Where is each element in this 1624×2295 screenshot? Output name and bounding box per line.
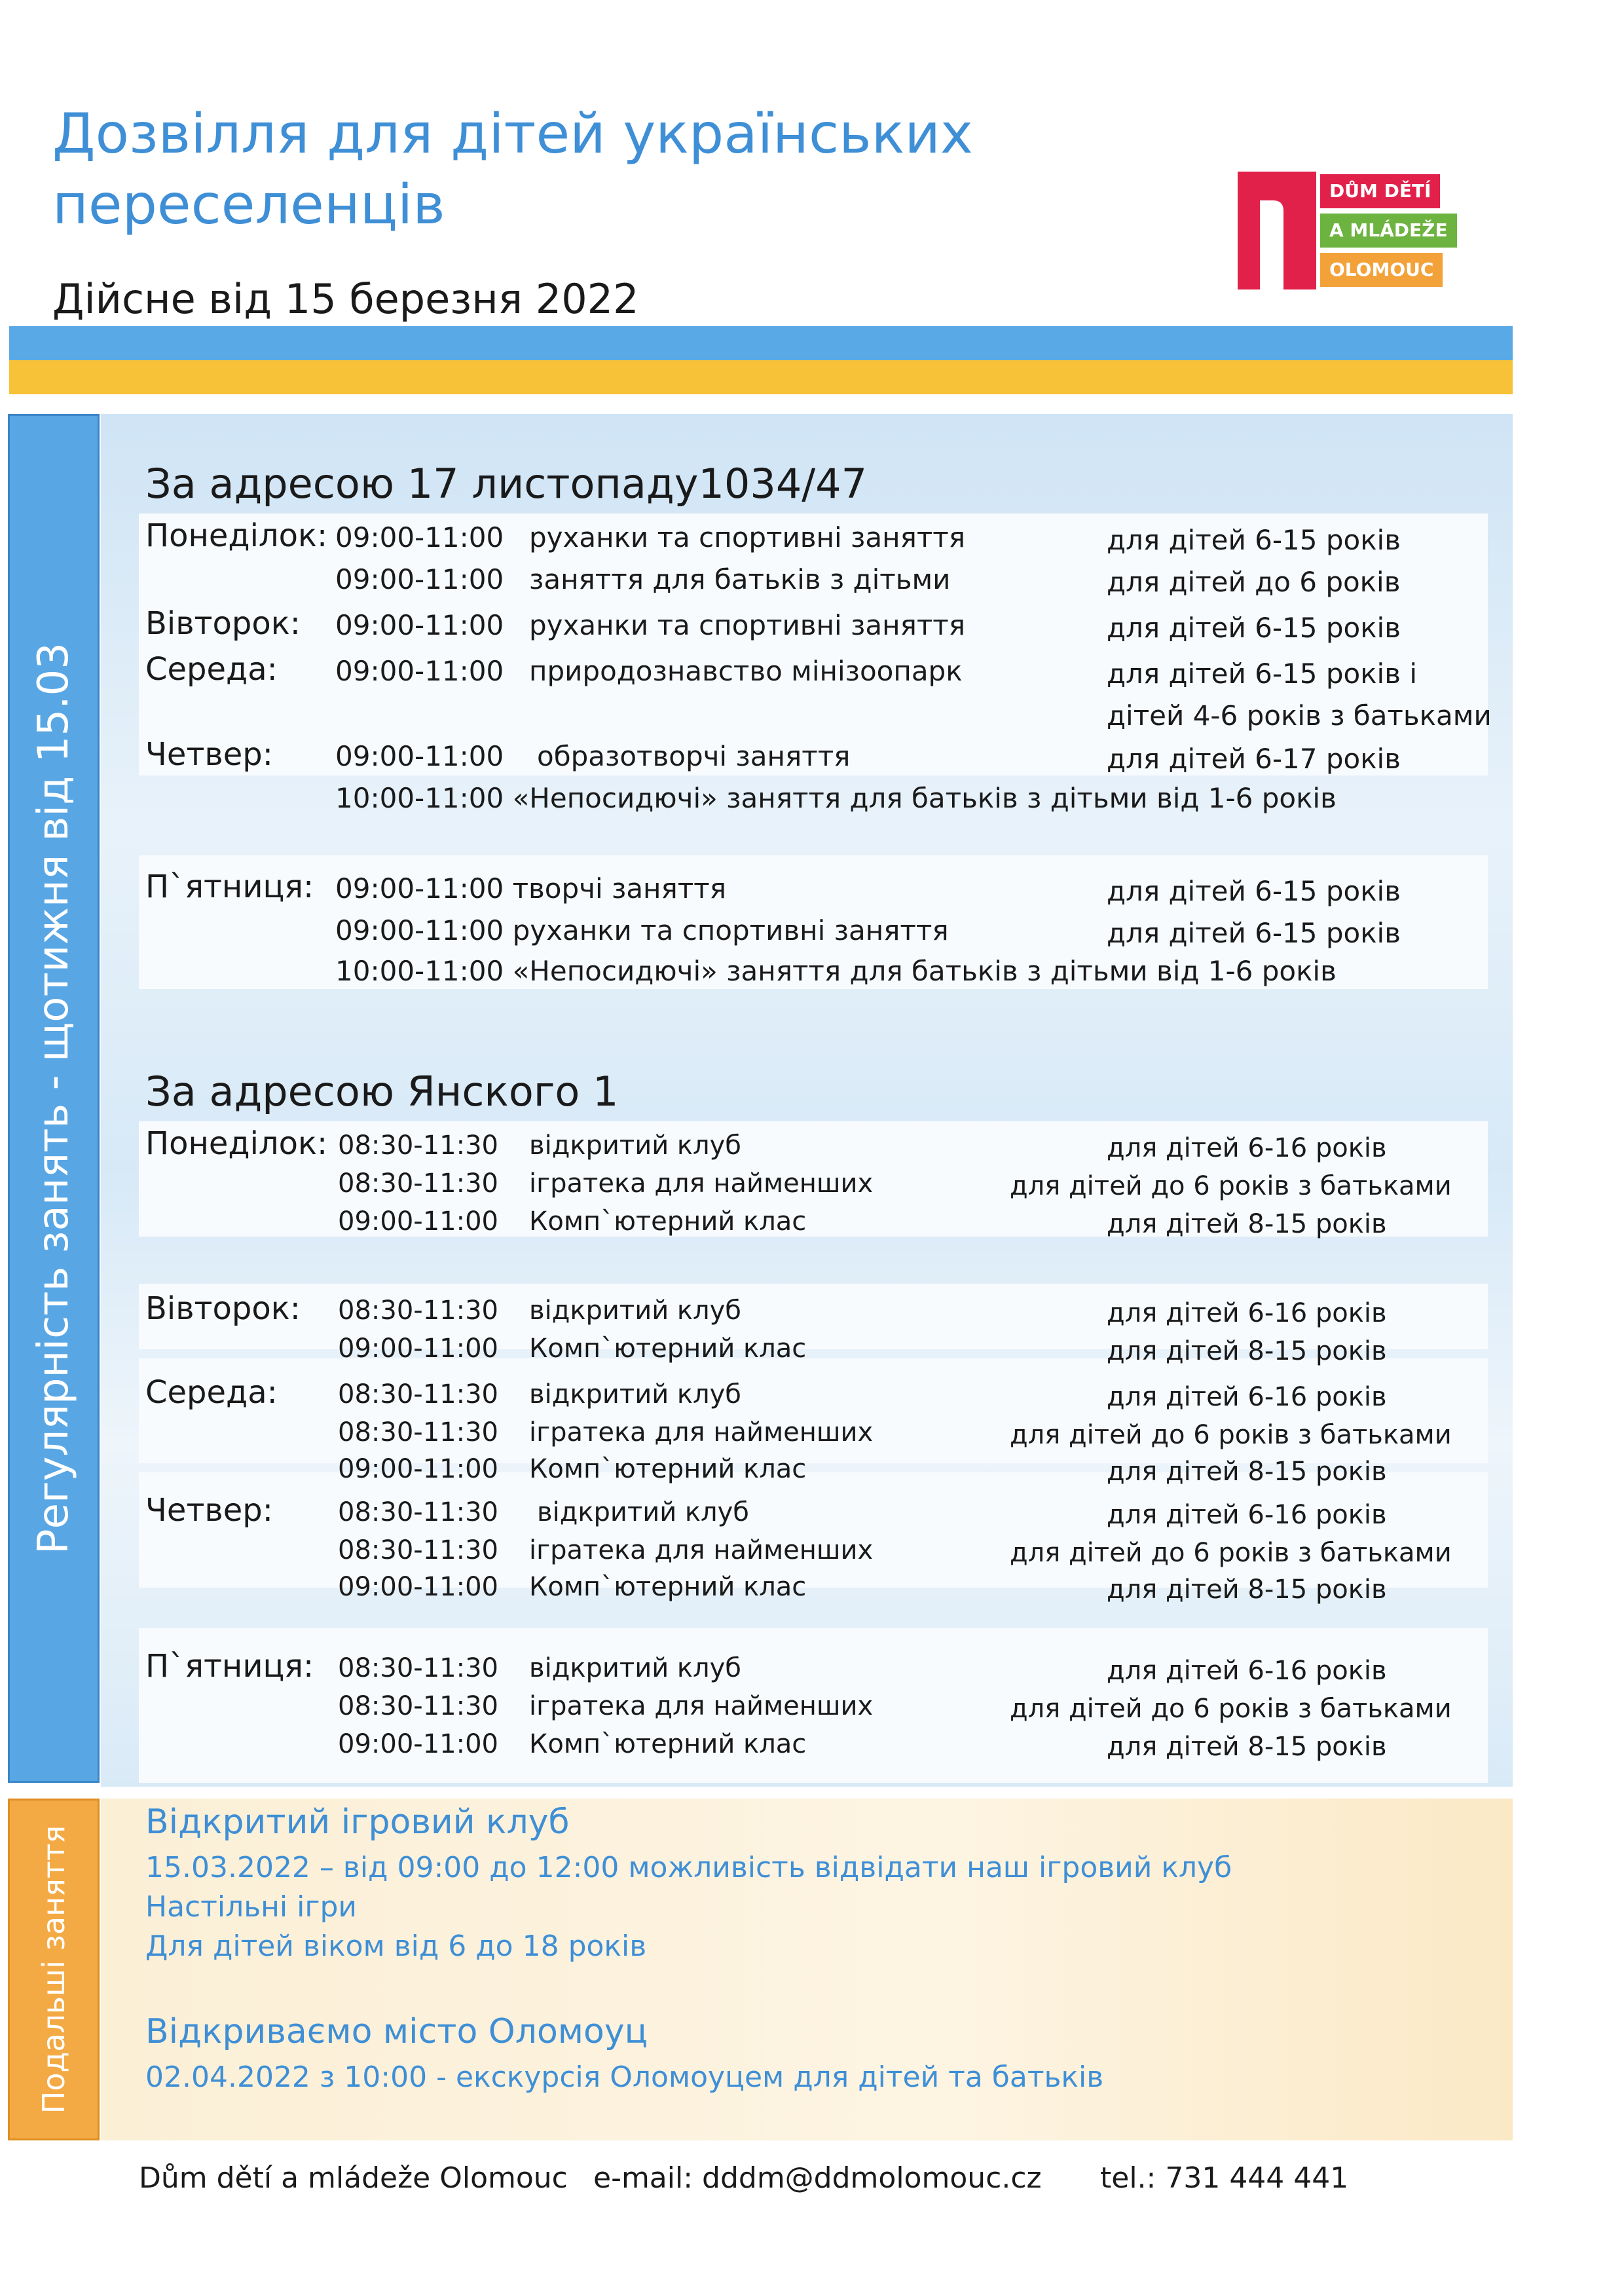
page-title	[52, 98, 1166, 240]
event1-title: Відкритий ігровий клуб	[145, 1802, 570, 1842]
a2-fri-r2-activity: ігратека для найменших	[529, 1691, 874, 1721]
footer-phone[interactable]: tel.: 731 444 441	[1100, 2161, 1349, 2195]
a1-fri-day: П`ятниця:	[145, 868, 314, 905]
a2-tue-r2-activity: Комп`ютерний клас	[529, 1334, 807, 1364]
a1-mon-r2-activity: заняття для батьків з дітьми	[529, 563, 951, 595]
a1-thu-day: Четвер:	[145, 736, 273, 773]
address1-title: За адресою 17 листопаду1034/47	[145, 460, 868, 508]
a2-tue-r2-age: для дітей 8-15 років	[1107, 1336, 1387, 1366]
a2-wed-r3-time: 09:00-11:00	[338, 1454, 498, 1484]
a2-thu-r3-time: 09:00-11:00	[338, 1572, 498, 1602]
a2-tue-r2-time: 09:00-11:00	[338, 1334, 498, 1364]
a1-fri-r2-age: для дітей 6-15 років	[1107, 917, 1401, 949]
a1-wed-r1-age2: дітей 4-6 років з батьками	[1107, 700, 1492, 732]
a2-thu-r2-time: 08:30-11:30	[338, 1535, 498, 1565]
logo	[1238, 172, 1448, 289]
a2-mon-day: Понеділок:	[145, 1125, 328, 1162]
event1-line1: 15.03.2022 – від 09:00 до 12:00 можливість відвідати наш ігровий клуб	[145, 1851, 1232, 1884]
a2-wed-r1-age: для дітей 6-16 років	[1107, 1382, 1387, 1412]
band-6	[139, 1472, 1488, 1588]
a2-wed-day: Середа:	[145, 1374, 278, 1411]
a1-tue-r1-age: для дітей 6-15 років	[1107, 612, 1401, 644]
a1-thu-r1-activity: образотворчі заняття	[537, 740, 851, 772]
a2-mon-r2-time: 08:30-11:30	[338, 1168, 498, 1199]
a1-wed-r1-activity: природознавство мінізоопарк	[529, 655, 963, 687]
logo-line-2: A MLÁDEŽE	[1320, 214, 1457, 248]
a2-wed-r2-activity: ігратека для найменших	[529, 1417, 874, 1447]
a2-wed-r1-activity: відкритий клуб	[529, 1379, 741, 1409]
a2-thu-r1-age: для дітей 6-16 років	[1107, 1500, 1387, 1530]
a2-fri-r1-time: 08:30-11:30	[338, 1653, 498, 1683]
valid-from: Дійсне від 15 березня 2022	[52, 275, 639, 323]
a2-tue-r1-activity: відкритий клуб	[529, 1296, 741, 1326]
a2-mon-r1-activity: відкритий клуб	[529, 1130, 741, 1161]
a1-fri-r3-line: 10:00-11:00 «Непосидючі» заняття для батьків з дітьми від 1-6 років	[335, 955, 1337, 987]
a2-mon-r3-time: 09:00-11:00	[338, 1206, 498, 1237]
title-line-2: переселенців	[52, 172, 445, 236]
a2-fri-r3-age: для дітей 8-15 років	[1107, 1732, 1387, 1762]
a2-thu-day: Четвер:	[145, 1492, 273, 1529]
a2-wed-r1-time: 08:30-11:30	[338, 1379, 498, 1409]
a1-wed-r1-time: 09:00-11:00	[335, 655, 504, 687]
address2-title: За адресою Янского 1	[145, 1068, 619, 1115]
footer-org: Dům dětí a mládeže Olomouc	[139, 2161, 568, 2195]
a1-thu-r2-line: 10:00-11:00 «Непосидючі» заняття для батьків з дітьми від 1-6 років	[335, 782, 1337, 814]
a1-mon-r1-activity: руханки та спортивні заняття	[529, 521, 966, 553]
logo-line-1: DŮM DĚTÍ	[1320, 174, 1440, 208]
a2-tue-r1-time: 08:30-11:30	[338, 1296, 498, 1326]
a2-fri-r1-age: для дітей 6-16 років	[1107, 1656, 1387, 1686]
sidebar-further-label: Подальші заняття	[36, 1825, 71, 2114]
event1-line2: Настільні ігри	[145, 1890, 357, 1924]
a2-mon-r1-age: для дітей 6-16 років	[1107, 1133, 1387, 1163]
a1-mon-r2-age: для дітей до 6 років	[1107, 566, 1401, 598]
a1-wed-r1-age: для дітей 6-15 років і	[1107, 658, 1417, 690]
a2-fri-r3-activity: Комп`ютерний клас	[529, 1729, 807, 1759]
a1-mon-r1-time: 09:00-11:00	[335, 521, 504, 553]
a1-mon-r2-time: 09:00-11:00	[335, 563, 504, 595]
footer-email[interactable]: e-mail: dddm@ddmolomouc.cz	[593, 2161, 1042, 2195]
a2-tue-r1-age: для дітей 6-16 років	[1107, 1298, 1387, 1328]
event2-title: Відкриваємо місто Оломоуц	[145, 2012, 648, 2051]
sidebar-regular-label: Регулярність занять - щотижня від 15.03	[29, 643, 78, 1554]
a2-thu-r1-time: 08:30-11:30	[338, 1497, 498, 1527]
a2-mon-r2-activity: ігратека для найменших	[529, 1168, 874, 1199]
a2-fri-r1-activity: відкритий клуб	[529, 1653, 741, 1683]
title-line-1: Дозвілля для дітей українських	[52, 102, 973, 166]
sidebar-regular	[8, 414, 100, 1783]
a1-tue-r1-activity: руханки та спортивні заняття	[529, 609, 966, 641]
event2-line1: 02.04.2022 з 10:00 - екскурсія Оломоуцем для дітей та батьків	[145, 2061, 1104, 2094]
a2-wed-r2-age: для дітей до 6 років з батьками	[1010, 1420, 1452, 1450]
a1-thu-r1-time: 09:00-11:00	[335, 740, 504, 772]
a2-mon-r3-age: для дітей 8-15 років	[1107, 1209, 1387, 1239]
a2-fri-r2-time: 08:30-11:30	[338, 1691, 498, 1721]
a2-fri-r2-age: для дітей до 6 років з батьками	[1010, 1694, 1452, 1724]
a2-mon-r3-activity: Комп`ютерний клас	[529, 1206, 807, 1237]
a2-wed-r3-activity: Комп`ютерний клас	[529, 1454, 807, 1484]
a1-fri-r1-age: для дітей 6-15 років	[1107, 875, 1401, 907]
event1-line3: Для дітей віком від 6 до 18 років	[145, 1930, 647, 1963]
a2-thu-r3-age: для дітей 8-15 років	[1107, 1575, 1387, 1605]
a2-wed-r2-time: 08:30-11:30	[338, 1417, 498, 1447]
a2-mon-r1-time: 08:30-11:30	[338, 1130, 498, 1161]
a2-thu-r2-age: для дітей до 6 років з батьками	[1010, 1538, 1452, 1568]
a1-fri-r2-text: 09:00-11:00 руханки та спортивні заняття	[335, 914, 949, 946]
a2-fri-r3-time: 09:00-11:00	[338, 1729, 498, 1759]
a1-wed-day: Середа:	[145, 651, 278, 688]
a1-thu-r1-age: для дітей 6-17 років	[1107, 743, 1401, 775]
logo-mark-icon	[1238, 172, 1316, 289]
a2-thu-r3-activity: Комп`ютерний клас	[529, 1572, 807, 1602]
a1-tue-r1-time: 09:00-11:00	[335, 609, 504, 641]
logo-line-3: OLOMOUC	[1320, 253, 1443, 287]
a1-mon-r1-age: для дітей 6-15 років	[1107, 524, 1401, 556]
a1-mon-day: Понеділок:	[145, 517, 328, 554]
a2-thu-r1-activity: відкритий клуб	[537, 1497, 749, 1527]
a2-thu-r2-activity: ігратека для найменших	[529, 1535, 874, 1565]
a2-wed-r3-age: для дітей 8-15 років	[1107, 1457, 1387, 1487]
flag-stripe-yellow	[9, 360, 1513, 394]
a1-tue-day: Вівторок:	[145, 605, 301, 642]
a2-fri-day: П`ятниця:	[145, 1648, 314, 1685]
a2-mon-r2-age: для дітей до 6 років з батьками	[1010, 1171, 1452, 1201]
sidebar-further	[8, 1799, 100, 2140]
a2-tue-day: Вівторок:	[145, 1290, 301, 1327]
flag-stripe-blue	[9, 326, 1513, 360]
a1-fri-r1-text: 09:00-11:00 творчі заняття	[335, 872, 726, 905]
